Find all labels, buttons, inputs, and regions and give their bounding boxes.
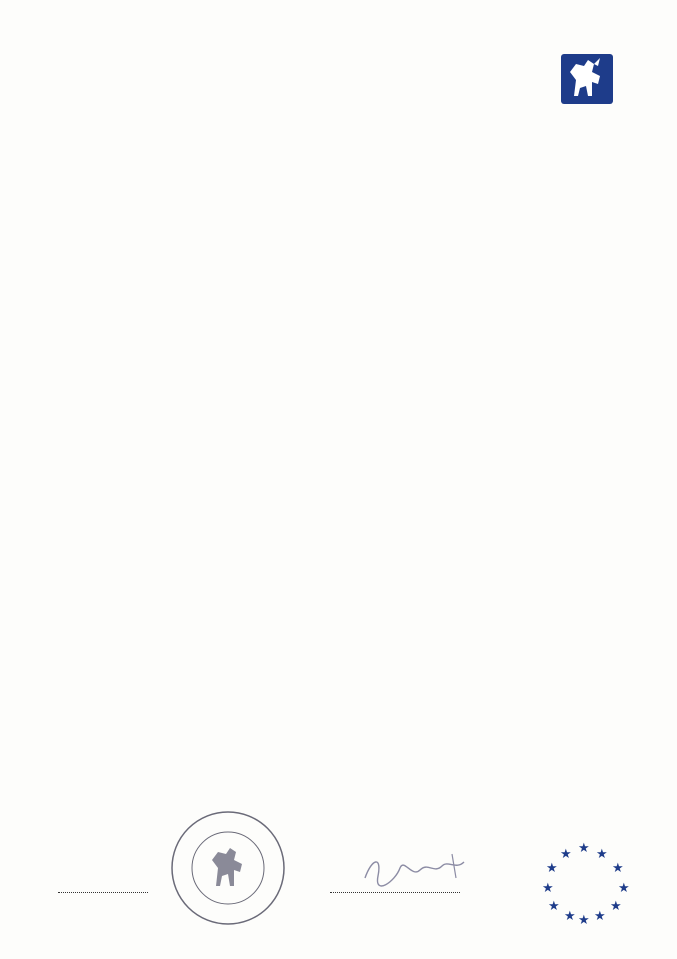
svg-text:★: ★	[618, 881, 630, 896]
svg-text:★: ★	[594, 909, 606, 924]
svg-text:★: ★	[612, 861, 624, 876]
svg-text:★: ★	[596, 847, 608, 862]
svg-text:★: ★	[610, 899, 622, 914]
svg-text:★: ★	[564, 909, 576, 924]
svg-text:★: ★	[578, 841, 590, 856]
star-ring-icon	[542, 841, 630, 926]
svg-text:★: ★	[560, 847, 572, 862]
svg-text:★: ★	[578, 913, 590, 926]
section-2	[30, 362, 500, 368]
stamp-lion-icon	[212, 848, 242, 886]
svg-text:★: ★	[548, 899, 560, 914]
cfe-logo	[538, 838, 638, 926]
code-sections	[30, 356, 500, 422]
svg-text:★: ★	[542, 881, 554, 896]
lion-icon	[561, 54, 613, 104]
svg-text:★: ★	[546, 861, 558, 876]
handwritten-signature	[360, 848, 470, 890]
kdp-logo	[536, 34, 638, 144]
date-line	[58, 892, 148, 893]
official-stamp	[168, 808, 288, 928]
signature-line	[330, 892, 460, 893]
